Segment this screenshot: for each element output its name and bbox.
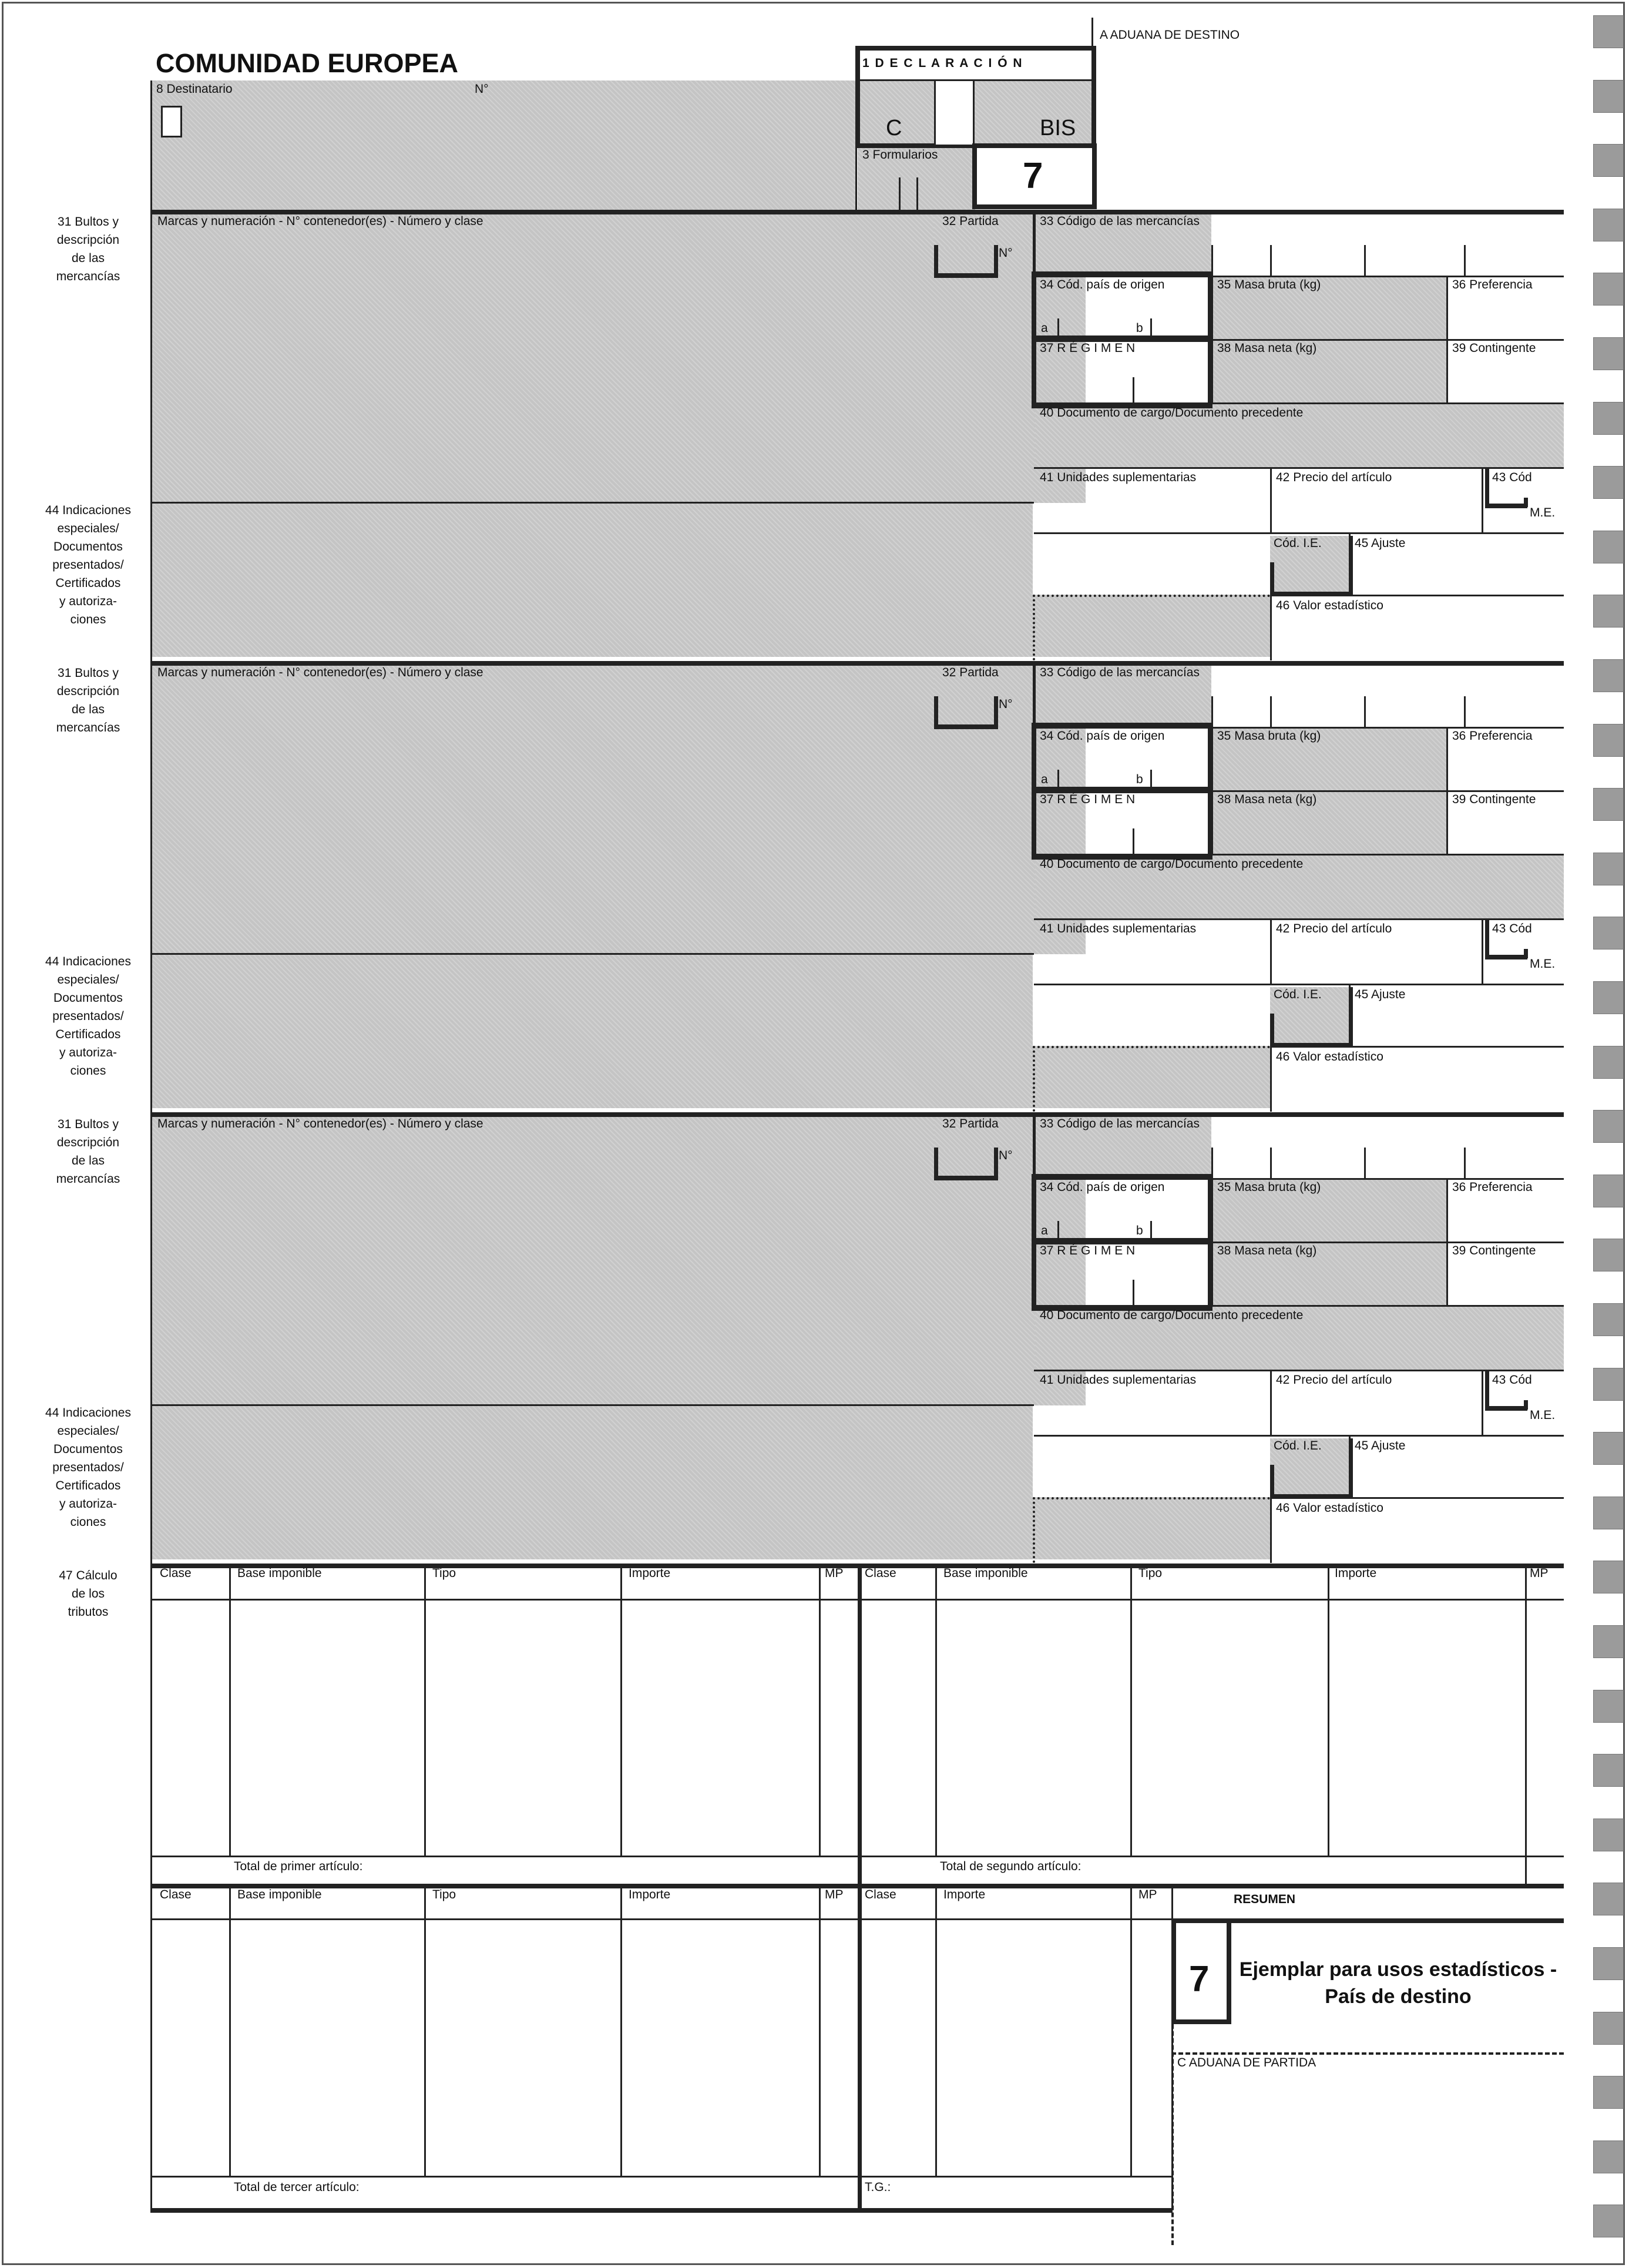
- item-1-ie-right-thick: [1349, 536, 1353, 595]
- item-1-pais-a-label: a: [1041, 321, 1048, 335]
- item-1-indicaciones-label: 44 Indicaciones especiales/ Documentos presentados/ Certificados y autoriza- ciones: [45, 504, 131, 626]
- item-2-unidades-label: 41 Unidades suplementarias: [1040, 922, 1197, 935]
- item-2-cod43-right: [1524, 949, 1528, 958]
- tax-total-primer: Total de primer artículo:: [234, 1860, 363, 1873]
- item-1-precio-right: [1482, 467, 1483, 533]
- tax-mid-divider-upper: [858, 1566, 862, 1887]
- aduana-destino-divider: [1091, 18, 1093, 48]
- perforation-block: [1593, 788, 1624, 821]
- tax-total-segundo: Total de segundo artículo:: [940, 1860, 1081, 1873]
- item-3-regimen-tick: [1133, 1280, 1134, 1306]
- item-3-dotted-vertical: [1033, 1497, 1035, 1563]
- tax-col-upper-4: [819, 1566, 821, 1856]
- perforation-block: [1593, 1110, 1624, 1143]
- declaracion-col-divider-1: [934, 79, 936, 146]
- item-3-partida-right: [994, 1148, 998, 1180]
- item-2-pais-a-tick: [1057, 770, 1059, 790]
- tax-base-3: Base imponible: [237, 1888, 322, 1901]
- perforation-block: [1593, 2012, 1624, 2045]
- perforation-block: [1593, 1303, 1624, 1336]
- item-1-left-border: [150, 210, 152, 661]
- tax-total-tercer: Total de tercer artículo:: [234, 2180, 360, 2194]
- tax-col-lower-2: [424, 1887, 426, 2176]
- item-1-dotted-horizontal: [1033, 595, 1270, 597]
- item-3-preferencia-label: 36 Preferencia: [1452, 1180, 1533, 1194]
- item-1-regimen-label: 37 R É G I M E N: [1040, 341, 1136, 355]
- item-3-row-44: [150, 1404, 1034, 1406]
- tax-col-lower-1: [229, 1887, 231, 2176]
- tax-col-upper-2: [424, 1566, 426, 1856]
- perforation-block: [1593, 2205, 1624, 2237]
- item-3-cod-ie-label: Cód. I.E.: [1274, 1439, 1322, 1452]
- item-1-preferencia-label: 36 Preferencia: [1452, 278, 1533, 291]
- tax-tipo-3: Tipo: [432, 1888, 456, 1901]
- item-3-cod43-label: 43 Cód: [1492, 1373, 1532, 1387]
- tax-importe-4: Importe: [943, 1888, 986, 1901]
- item-2-partida-no: N°: [999, 697, 1013, 711]
- item-2-cod43-label: 43 Cód: [1492, 922, 1532, 935]
- item-3-codigo-tick-2: [1270, 1148, 1272, 1178]
- perforation-block: [1593, 1947, 1624, 1980]
- item-1-codigo-tick-4: [1464, 245, 1466, 276]
- item-1-valor-left: [1270, 595, 1272, 660]
- item-1-me-label: M.E.: [1530, 506, 1556, 519]
- declaracion-bis: BIS: [1040, 116, 1076, 140]
- item-2-cod-ie-label: Cód. I.E.: [1274, 988, 1322, 1001]
- tax-importe-2: Importe: [1335, 1566, 1377, 1580]
- item-1-row-41: [1034, 467, 1564, 469]
- item-2-row-41: [1034, 918, 1564, 920]
- tax-mp-1: MP: [825, 1566, 844, 1580]
- aduana-partida-rule: [1171, 2052, 1564, 2055]
- item-3-pais-b-label: b: [1136, 1224, 1143, 1237]
- item-2-masa-right: [1446, 727, 1448, 855]
- item-1-partida-no: N°: [999, 246, 1013, 260]
- formularios-tick-1: [899, 177, 901, 210]
- item-1-valor-label: 46 Valor estadístico: [1276, 599, 1383, 612]
- perforation-block: [1593, 1561, 1624, 1593]
- resumen-copy-number: 7: [1189, 1959, 1210, 1999]
- item-2-masa-neta-label: 38 Masa neta (kg): [1217, 793, 1317, 806]
- item-1-pais-origen-label: 34 Cód. país de origen: [1040, 278, 1165, 291]
- item-2-row-unidades-bottom: [1034, 984, 1564, 985]
- item-1-top-rule: [150, 210, 1564, 214]
- perforation-block: [1593, 1883, 1624, 1915]
- tax-split: [150, 1884, 1564, 1888]
- tax-tipo-2: Tipo: [1138, 1566, 1163, 1580]
- item-3-ajuste-label: 45 Ajuste: [1355, 1439, 1406, 1452]
- perforation-block: [1593, 1432, 1624, 1465]
- item-3-ie-right-thick: [1349, 1438, 1353, 1497]
- item-2-left-border: [150, 661, 152, 1112]
- item-2-partida-bottom: [934, 724, 996, 729]
- item-2-pais-b-label: b: [1136, 773, 1143, 786]
- item-2-pais-a-label: a: [1041, 773, 1048, 786]
- declaracion-c: C: [886, 116, 902, 140]
- item-2-indicaciones-area: [152, 954, 1033, 1108]
- item-1-ie-left: [1270, 562, 1274, 595]
- item-1-codigo-tick-2: [1270, 245, 1272, 276]
- item-2-dotted-horizontal: [1033, 1046, 1270, 1048]
- tax-mp-4: MP: [1138, 1888, 1157, 1901]
- item-2-codigo-label: 33 Código de las mercancías: [1040, 666, 1200, 679]
- perforation-block: [1593, 80, 1624, 113]
- item-3-pais-origen-label: 34 Cód. país de origen: [1040, 1180, 1165, 1194]
- community-title: COMUNIDAD EUROPEA: [156, 48, 459, 78]
- item-1-masa-bruta-label: 35 Masa bruta (kg): [1217, 278, 1321, 291]
- item-3-cod43-left: [1485, 1371, 1489, 1410]
- item-3-partida-label: 32 Partida: [942, 1117, 999, 1130]
- item-3-indicaciones-area: [152, 1405, 1033, 1559]
- perforation-block: [1593, 659, 1624, 692]
- tax-total-line-top: [150, 1856, 1564, 1857]
- item-2-ie-bottom: [1270, 1043, 1351, 1048]
- item-2-pais-b-tick: [1150, 770, 1152, 790]
- item-3-contingente-label: 39 Contingente: [1452, 1244, 1536, 1257]
- perforation-block: [1593, 337, 1624, 370]
- tax-mp-2: MP: [1530, 1566, 1549, 1580]
- item-3-pais-a-tick: [1057, 1221, 1059, 1242]
- item-2-partida-label: 32 Partida: [942, 666, 999, 679]
- item-1-partida-right: [994, 245, 998, 278]
- item-3-masa-bruta-label: 35 Masa bruta (kg): [1217, 1180, 1321, 1194]
- perforation-block: [1593, 15, 1624, 48]
- item-1-codigo-tick-3: [1364, 245, 1366, 276]
- formularios-label: 3 Formularios: [862, 148, 938, 162]
- item-2-row-44: [150, 953, 1034, 955]
- item-3-indicaciones-label: 44 Indicaciones especiales/ Documentos presentados/ Certificados y autoriza- ciones: [45, 1406, 131, 1529]
- destinatario-numero: N°: [475, 82, 489, 96]
- item-2-preferencia-label: 36 Preferencia: [1452, 729, 1533, 743]
- destinatario-right-border: [855, 80, 857, 211]
- item-3-precio-right: [1482, 1370, 1483, 1435]
- item-3-valor-left: [1270, 1497, 1272, 1563]
- perforation-block: [1593, 402, 1624, 435]
- item-3-pais-a-label: a: [1041, 1224, 1048, 1237]
- perforation-block: [1593, 466, 1624, 499]
- item-1-pais-b-label: b: [1136, 321, 1143, 335]
- destinatario-area: [152, 80, 857, 211]
- item-2-bultos-area: [152, 664, 1086, 954]
- item-1-marcas-label: Marcas y numeración - N° contenedor(es) - Número y clase: [157, 214, 483, 228]
- tax-total2-divider: [1525, 1856, 1527, 1885]
- tax-clase-4: Clase: [865, 1888, 896, 1901]
- perforation-block: [1593, 273, 1624, 306]
- item-3-indicaciones-area-right: [1033, 1497, 1270, 1559]
- item-1-ajuste-label: 45 Ajuste: [1355, 536, 1406, 550]
- tax-mp-3: MP: [825, 1888, 844, 1901]
- item-2-ie-left: [1270, 1014, 1274, 1046]
- item-1-cod43-label: 43 Cód: [1492, 471, 1532, 484]
- tax-importe-3: Importe: [629, 1888, 671, 1901]
- item-2-partida-right: [994, 696, 998, 729]
- ejemplar-label: Ejemplar para usos estadísticos - País de destino: [1239, 1958, 1557, 2008]
- item-1-bultos-label: 31 Bultos y descripción de las mercancías: [56, 215, 120, 283]
- destinatario-checkbox[interactable]: [161, 106, 182, 137]
- item-3-documento-label: 40 Documento de cargo/Documento precedente: [1040, 1309, 1304, 1322]
- aduana-destino-label: A ADUANA DE DESTINO: [1100, 28, 1240, 42]
- item-2-codigo-tick-2: [1270, 696, 1272, 727]
- item-2-valor-label: 46 Valor estadístico: [1276, 1050, 1383, 1063]
- perforation-block: [1593, 1368, 1624, 1401]
- aduana-partida-label: C ADUANA DE PARTIDA: [1177, 2056, 1316, 2069]
- perforation-block: [1593, 853, 1624, 885]
- resumen-label: RESUMEN: [1234, 1893, 1296, 1906]
- item-3-top-rule: [150, 1112, 1564, 1117]
- aduana-partida-vertical: [1171, 2024, 1174, 2245]
- tax-clase-3: Clase: [160, 1888, 192, 1901]
- item-3-precio-label: 42 Precio del artículo: [1276, 1373, 1392, 1387]
- perforation-block: [1593, 1046, 1624, 1079]
- item-2-masa-bruta-label: 35 Masa bruta (kg): [1217, 729, 1321, 743]
- item-3-regimen-label: 37 R É G I M E N: [1040, 1244, 1136, 1257]
- perforation-block: [1593, 981, 1624, 1014]
- item-2-bultos-label: 31 Bultos y descripción de las mercancías: [56, 666, 120, 734]
- item-1-codigo-label: 33 Código de las mercancías: [1040, 214, 1200, 228]
- tax-col-lower-r-2: [1130, 1887, 1132, 2176]
- tax-importe-1: Importe: [629, 1566, 671, 1580]
- perforation-block: [1593, 2140, 1624, 2173]
- tax-base-1: Base imponible: [237, 1566, 322, 1580]
- item-2-marcas-label: Marcas y numeración - N° contenedor(es) - Número y clase: [157, 666, 483, 679]
- item-1-partida-bottom: [934, 273, 996, 278]
- copy-number: 7: [1023, 156, 1043, 196]
- formularios-tick-2: [916, 177, 918, 210]
- item-2-precio-label: 42 Precio del artículo: [1276, 922, 1392, 935]
- item-3-row-41: [1034, 1370, 1564, 1371]
- item-3-masa-right: [1446, 1178, 1448, 1306]
- item-1-regimen-tick: [1133, 377, 1134, 404]
- item-2-regimen-label: 37 R É G I M E N: [1040, 793, 1136, 806]
- item-3-partida-bottom: [934, 1176, 996, 1180]
- item-3-valor-label: 46 Valor estadístico: [1276, 1501, 1383, 1515]
- tax-tg: T.G.:: [865, 2180, 891, 2194]
- tax-col-upper-r-3: [1328, 1566, 1329, 1856]
- item-2-codigo-tick-3: [1364, 696, 1366, 727]
- perforation-block: [1593, 917, 1624, 950]
- item-3-unidades-right: [1270, 1370, 1272, 1435]
- item-1-partida-label: 32 Partida: [942, 214, 999, 228]
- tax-clase-1: Clase: [160, 1566, 192, 1580]
- item-1-cod43-left: [1485, 468, 1489, 507]
- perforation-block: [1593, 531, 1624, 563]
- header-left-border: [150, 80, 152, 211]
- tax-clase-2: Clase: [865, 1566, 896, 1580]
- perforation-block: [1593, 1239, 1624, 1271]
- declaracion-col-divider-2: [973, 79, 975, 146]
- item-2-contingente-label: 39 Contingente: [1452, 793, 1536, 806]
- item-2-top-rule: [150, 661, 1564, 666]
- item-1-cod-ie-label: Cód. I.E.: [1274, 536, 1322, 550]
- item-3-bultos-label: 31 Bultos y descripción de las mercancías: [56, 1118, 120, 1186]
- tax-mid-divider-lower: [858, 1887, 862, 2208]
- perforation-block: [1593, 595, 1624, 628]
- tax-col-lower-3: [620, 1887, 622, 2176]
- item-2-indicaciones-label: 44 Indicaciones especiales/ Documentos presentados/ Certificados y autoriza- ciones: [45, 955, 131, 1078]
- perforation-block: [1593, 1819, 1624, 1851]
- tax-col-upper-r-1: [935, 1566, 937, 1856]
- tax-header-line-top: [150, 1599, 1564, 1601]
- item-2-ajuste-label: 45 Ajuste: [1355, 988, 1406, 1001]
- item-2-indicaciones-area-right: [1033, 1046, 1270, 1108]
- item-1-cod43-right: [1524, 498, 1528, 507]
- tributos-label: 47 Cálculo de los tributos: [59, 1569, 117, 1619]
- item-2-me-label: M.E.: [1530, 957, 1556, 971]
- perforation-block: [1593, 1690, 1624, 1723]
- perforation-block: [1593, 1175, 1624, 1207]
- item-3-bultos-area: [152, 1115, 1086, 1405]
- item-1-precio-label: 42 Precio del artículo: [1276, 471, 1392, 484]
- item-3-cod43-bottom: [1485, 1406, 1527, 1411]
- item-3-ie-left: [1270, 1465, 1274, 1498]
- item-1-pais-a-tick: [1057, 318, 1059, 339]
- perforation-block: [1593, 144, 1624, 177]
- item-1-ie-bottom: [1270, 592, 1351, 596]
- item-2-regimen-tick: [1133, 828, 1134, 855]
- tax-final-bottom: [150, 2208, 1173, 2213]
- item-2-precio-right: [1482, 918, 1483, 984]
- perforation-block: [1593, 1754, 1624, 1787]
- perforation-block: [1593, 1625, 1624, 1658]
- item-3-row-unidades-bottom: [1034, 1435, 1564, 1437]
- item-1-cod43-bottom: [1485, 504, 1527, 508]
- item-3-cod43-right: [1524, 1400, 1528, 1410]
- item-1-masa-right: [1446, 276, 1448, 404]
- tax-header2-line: [150, 1918, 1173, 1920]
- item-3-me-label: M.E.: [1530, 1408, 1556, 1422]
- item-2-ie-right-thick: [1349, 987, 1353, 1046]
- item-1-dotted-vertical: [1033, 595, 1035, 660]
- tax-col-upper-3: [620, 1566, 622, 1856]
- item-2-cod43-left: [1485, 920, 1489, 958]
- perforation-block: [1593, 724, 1624, 757]
- item-2-dotted-vertical: [1033, 1046, 1035, 1112]
- item-3-dotted-horizontal: [1033, 1497, 1270, 1499]
- item-1-pais-b-tick: [1150, 318, 1152, 339]
- tax-col-upper-1: [229, 1566, 231, 1856]
- perforation-strip: [1593, 0, 1624, 2268]
- item-1-indicaciones-area: [152, 503, 1033, 657]
- item-3-ie-bottom: [1270, 1494, 1351, 1499]
- item-3-pais-b-tick: [1150, 1221, 1152, 1242]
- tax-col-upper-r-2: [1130, 1566, 1132, 1856]
- tax-col-lower-4: [819, 1887, 821, 2176]
- tax-col-upper-r-4: [1525, 1566, 1527, 1856]
- item-2-unidades-right: [1270, 918, 1272, 984]
- tax-final-top: [150, 2176, 1173, 2178]
- item-2-valor-left: [1270, 1046, 1272, 1112]
- item-1-row-unidades-bottom: [1034, 532, 1564, 534]
- perforation-block: [1593, 209, 1624, 241]
- item-1-unidades-right: [1270, 467, 1272, 533]
- item-1-contingente-label: 39 Contingente: [1452, 341, 1536, 355]
- item-3-marcas-label: Marcas y numeración - N° contenedor(es) - Número y clase: [157, 1117, 483, 1130]
- item-3-left-border: [150, 1112, 152, 1564]
- declaracion-row-divider: [859, 79, 1093, 81]
- item-1-masa-neta-label: 38 Masa neta (kg): [1217, 341, 1317, 355]
- item-3-masa-neta-label: 38 Masa neta (kg): [1217, 1244, 1317, 1257]
- item-2-codigo-tick-4: [1464, 696, 1466, 727]
- destinatario-label: 8 Destinatario: [156, 82, 233, 96]
- item-3-codigo-label: 33 Código de las mercancías: [1040, 1117, 1200, 1130]
- perforation-block: [1593, 1497, 1624, 1529]
- item-3-partida-no: N°: [999, 1149, 1013, 1162]
- item-2-pais-origen-label: 34 Cód. país de origen: [1040, 729, 1165, 743]
- item-1-unidades-label: 41 Unidades suplementarias: [1040, 471, 1197, 484]
- item-1-indicaciones-area-right: [1033, 595, 1270, 657]
- item-3-codigo-tick-4: [1464, 1148, 1466, 1178]
- item-2-cod43-bottom: [1485, 955, 1527, 959]
- perforation-block: [1593, 2076, 1624, 2109]
- item-3-unidades-label: 41 Unidades suplementarias: [1040, 1373, 1197, 1387]
- item-3-codigo-tick-3: [1364, 1148, 1366, 1178]
- tax-tipo-1: Tipo: [432, 1566, 456, 1580]
- tax-col-lower-r-1: [935, 1887, 937, 2176]
- declaracion-white-cell: [935, 81, 973, 145]
- item-1-bultos-area: [152, 213, 1086, 503]
- item-2-documento-label: 40 Documento de cargo/Documento precedente: [1040, 857, 1304, 871]
- declaracion-label: 1 D E C L A R A C I Ó N: [862, 56, 1023, 70]
- item-1-documento-label: 40 Documento de cargo/Documento precedente: [1040, 406, 1304, 420]
- item-1-row-44: [150, 502, 1034, 504]
- tax-base-2: Base imponible: [943, 1566, 1028, 1580]
